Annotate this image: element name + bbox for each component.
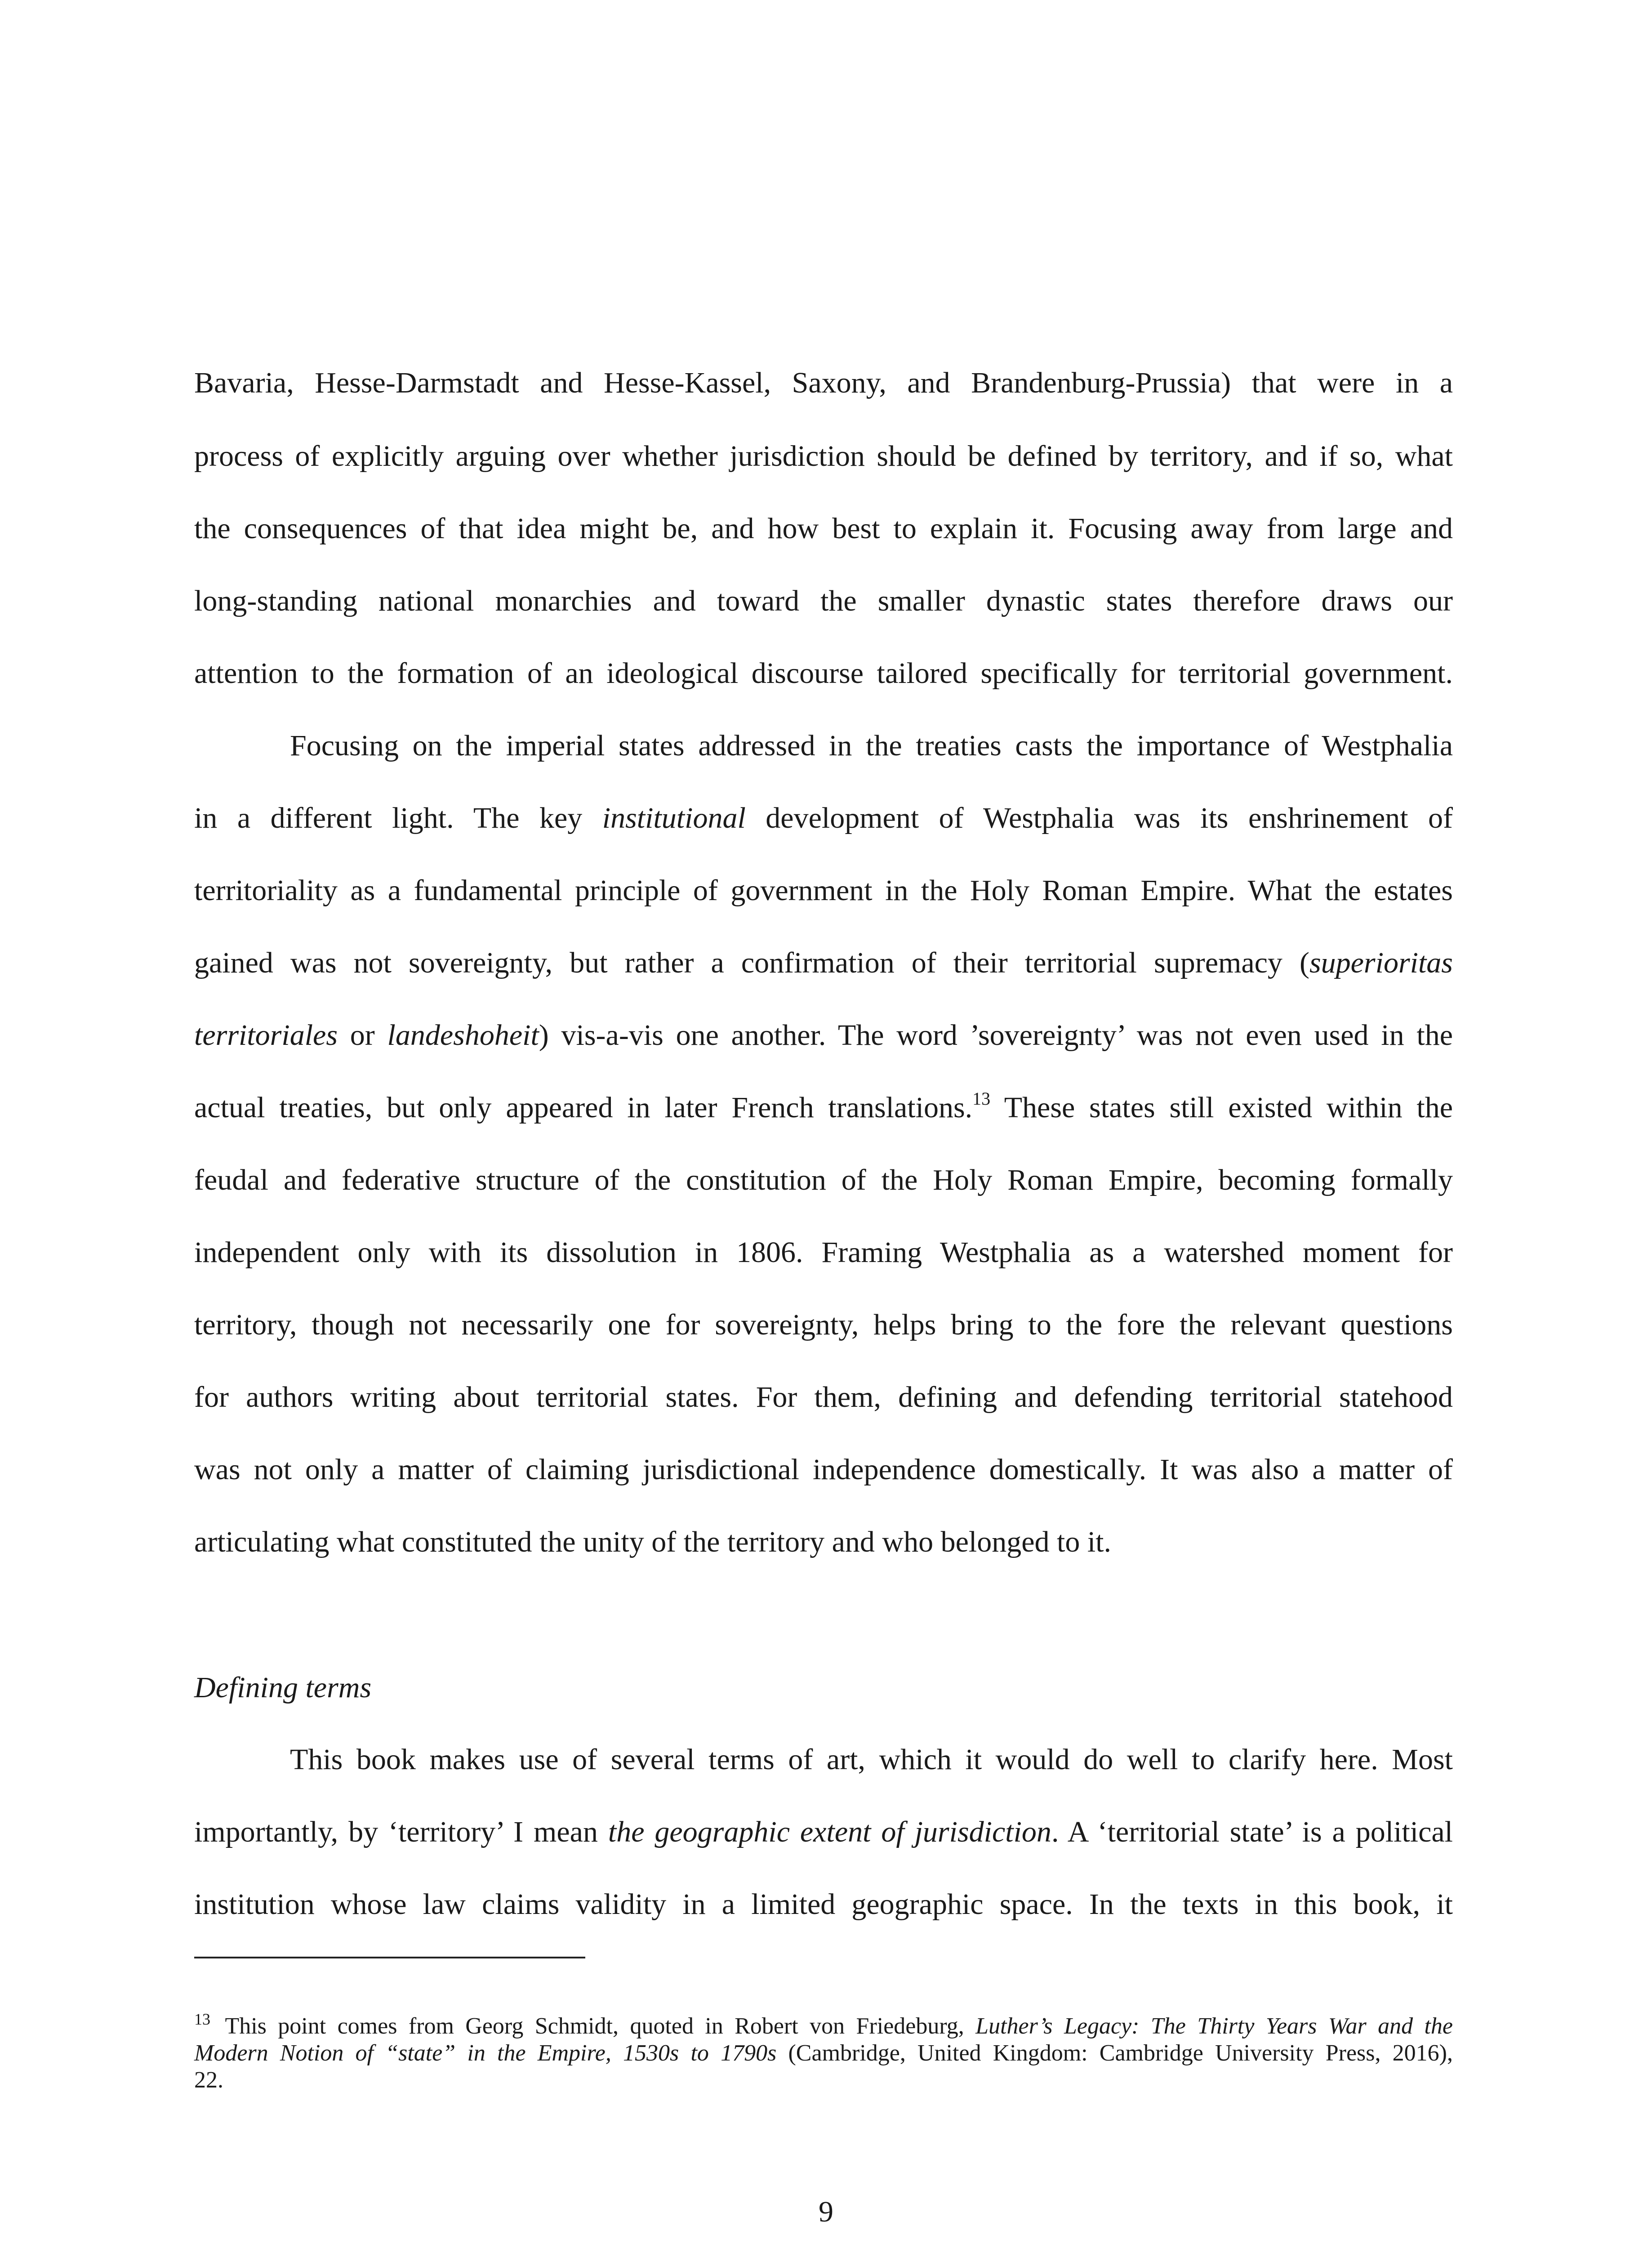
p3-line-1: This book makes use of several terms of art, which it would do well to clarify here. Most	[290, 1743, 1453, 1776]
footnote-separator	[194, 1957, 585, 1958]
p2-line-7: feudal and federative structure of the constitution of the Holy Roman Empire, becoming formally	[194, 1164, 1453, 1196]
p2-line-4: gained was not sovereignty, but rather a confirmation of their territorial supremacy (superioritas	[194, 946, 1453, 979]
p3-line-3: institution whose law claims validity in a limited geographic space. In the texts in this book, it	[194, 1888, 1453, 1921]
p1-line-5: attention to the formation of an ideological discourse tailored specifically for territorial government.	[194, 657, 1453, 690]
p1-line-3: the consequences of that idea might be, and how best to explain it. Focusing away from large and	[194, 512, 1453, 545]
p2-line-12: articulating what constituted the unity of the territory and who belonged to it.	[194, 1525, 1112, 1558]
footnote-ref-13[interactable]: 13	[972, 1088, 991, 1109]
footnote-line-1: $^{13}$ This point comes from Georg Schmidt, quoted in Robert von Friedeburg, Luther’s Legacy: The Thirty Years War and the	[194, 2010, 1453, 2039]
p2-line-10: for authors writing about territorial states. For them, defining and defending territorial statehood	[194, 1381, 1453, 1414]
p3-line-2: importantly, by ‘territory’ I mean the geographic extent of jurisdiction. A ‘territorial state’ is a political	[194, 1815, 1453, 1848]
p2-line-1: Focusing on the imperial states addressed in the treaties casts the importance of Westphalia	[290, 729, 1453, 762]
footnote-number: 13	[194, 2010, 210, 2028]
footnote-line-2: Modern Notion of “state” in the Empire, 1530s to 1790s (Cambridge, United Kingdom: Cambridge University Press, 2016),	[194, 2040, 1453, 2066]
section-heading: Defining terms	[194, 1671, 372, 1704]
p2-line-9: territory, though not necessarily one for sovereignty, helps bring to the fore the relevant questions	[194, 1308, 1453, 1341]
p1-line-4: long-standing national monarchies and toward the smaller dynastic states therefore draws our	[194, 584, 1453, 617]
p2-line-2: in a different light. The key institutional development of Westphalia was its enshrinement of	[194, 802, 1453, 834]
p1-line-2: process of explicitly arguing over whether jurisdiction should be defined by territory, and if so, what	[194, 440, 1453, 473]
page-number: 9	[819, 2195, 833, 2228]
p2-line-5: territoriales or landeshoheit) vis-a-vis one another. The word ’sovereignty’ was not even used in the	[194, 1019, 1453, 1052]
p2-line-11: was not only a matter of claiming jurisdictional independence domestically. It was also a matter of	[194, 1453, 1453, 1486]
p2-line-3: territoriality as a fundamental principle of government in the Holy Roman Empire. What the estates	[194, 874, 1453, 907]
p2-line-8: independent only with its dissolution in 1806. Framing Westphalia as a watershed moment for	[194, 1236, 1453, 1269]
footnote-line-3: 22.	[194, 2067, 223, 2093]
p2-line-6: actual treaties, but only appeared in later French translations.$^{13}$ These states still existed within the	[194, 1088, 1453, 1124]
p1-line-1: Bavaria, Hesse-Darmstadt and Hesse-Kassel, Saxony, and Brandenburg-Prussia) that were in a	[194, 366, 1453, 399]
